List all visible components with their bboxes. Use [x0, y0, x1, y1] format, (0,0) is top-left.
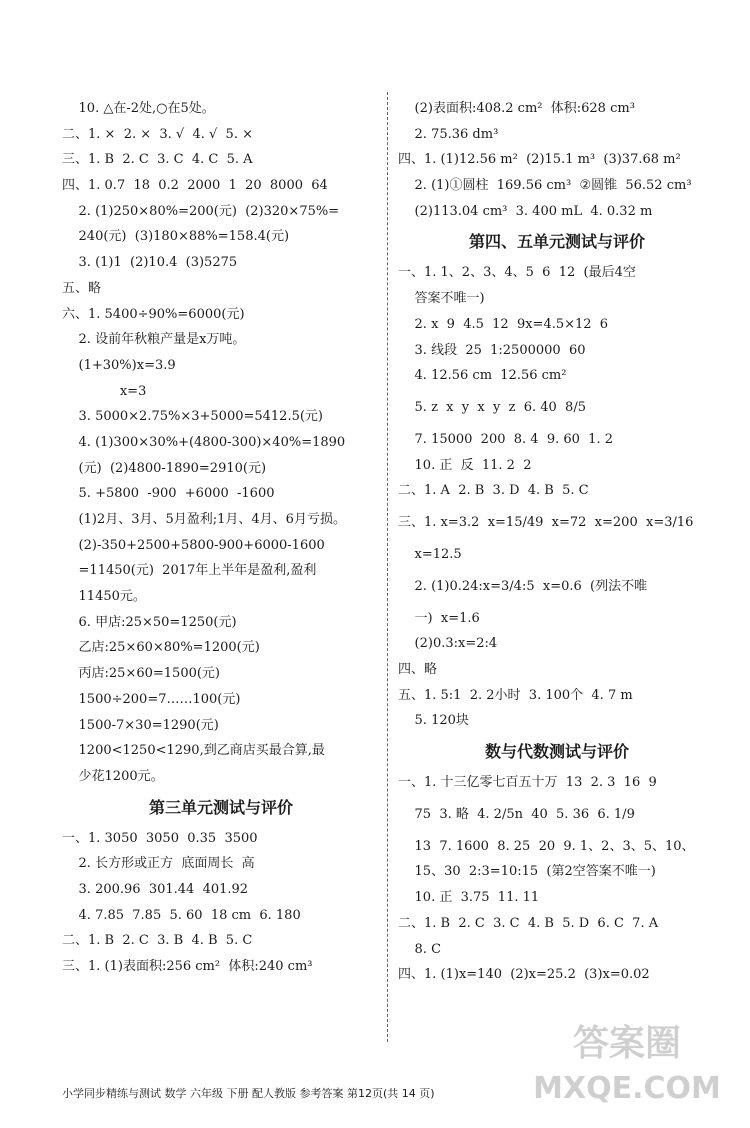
answer-line: 3. 200.96 301.44 401.92 [62, 881, 249, 897]
answer-line: 二、1. B 2. C 3. B 4. B 5. C [62, 933, 253, 949]
answer-line: 10. 正 反 11. 2 2 [398, 457, 532, 473]
answer-line: 4. (1)300×30%+(4800-300)×40%=1890 [62, 434, 346, 450]
answer-line: (1)2月、3月、5月盈利;1月、4月、6月亏损。 [62, 512, 346, 527]
answer-line: 1500-7×30=1290(元) [62, 717, 219, 733]
answer-line: 四、1. (1)12.56 m² (2)15.1 m³ (3)37.68 m² [398, 152, 681, 168]
answer-line: 四、1. (1)x=140 (2)x=25.2 (3)x=0.02 [398, 967, 650, 983]
answer-line: 10. △在-2处,○在5处。 [62, 101, 215, 116]
answer-line: (元) (2)4800-1890=2910(元) [62, 460, 267, 476]
answer-line: 4. 7.85 7.85 5. 60 18 cm 6. 180 [62, 907, 301, 923]
answer-line: =11450(元) 2017年上半年是盈利,盈利 [62, 563, 317, 579]
answer-line: 一、1. 十三亿零七百五十万 13 2. 3 16 9 [398, 775, 657, 791]
answer-line: 四、1. 0.7 18 0.2 2000 1 20 8000 64 [62, 178, 328, 194]
watermark-url: MXQE.COM [533, 1071, 721, 1106]
answer-line: 13 7. 1600 8. 25 20 9. 1、2、3、5、10、 [398, 838, 695, 854]
column-divider [387, 92, 388, 1042]
answer-line: 四、略 [398, 662, 438, 677]
answer-line: 5. z x y x y z 6. 40 8/5 [398, 399, 586, 415]
watermark-title: 答案圈 [572, 1023, 682, 1064]
answer-line: (2)113.04 cm³ 3. 400 mL 4. 0.32 m [398, 203, 653, 219]
answer-line: 2. 长方形或正方 底面周长 高 [62, 856, 255, 872]
answer-line: 丙店:25×60=1500(元) [62, 666, 221, 682]
answer-line: 2. 设前年秋粮产量是x万吨。 [62, 332, 246, 348]
answer-line: 答案不唯一) [398, 291, 485, 307]
section-title: 第四、五单元测试与评价 [468, 232, 645, 252]
answer-line: 1500÷200=7……100(元) [62, 691, 241, 707]
section-title: 第三单元测试与评价 [148, 797, 293, 817]
answer-line: 2. (1)①圆柱 169.56 cm³ ②圆锥 56.52 cm³ [398, 178, 692, 194]
answer-line: (2)-350+2500+5800-900+6000-1600 [62, 537, 325, 553]
answer-line: 2. (1)250×80%=200(元) (2)320×75%= [62, 203, 340, 219]
answer-line: x=12.5 [398, 546, 462, 562]
answer-line: 三、1. B 2. C 3. C 4. C 5. A [62, 152, 253, 168]
answer-line: 15、30 2:3=10:15 (第2空答案不唯一) [398, 864, 656, 880]
answer-line: 二、1. × 2. × 3. √ 4. √ 5. × [62, 126, 253, 142]
answer-line: 2. 75.36 dm³ [398, 126, 499, 142]
answer-line: 五、1. 5:1 2. 2小时 3. 100个 4. 7 m [398, 687, 633, 703]
answer-line: 2. (1)0.24:x=3/4:5 x=0.6 (列法不唯 [398, 578, 648, 594]
answer-line: 240(元) (3)180×88%=158.4(元) [62, 229, 290, 245]
answer-line: 3. 线段 25 1:2500000 60 [398, 342, 586, 358]
answer-line: 六、1. 5400÷90%=6000(元) [62, 306, 245, 322]
answer-line: 5. +5800 -900 +6000 -1600 [62, 486, 275, 502]
answer-line: 二、1. B 2. C 3. C 4. B 5. D 6. C 7. A [398, 915, 659, 931]
answer-line: 8. C [398, 941, 442, 957]
answer-line: 2. x 9 4.5 12 9x=4.5×12 6 [398, 316, 609, 332]
answer-line: 1200<1250<1290,到乙商店买最合算,最 [62, 743, 325, 759]
answer-line: 10. 正 3.75 11. 11 [398, 890, 540, 906]
answer-line: 二、1. A 2. B 3. D 4. B 5. C [398, 483, 589, 499]
answer-line: x=3 [62, 383, 147, 399]
answer-line: 6. 甲店:25×50=1250(元) [62, 614, 237, 630]
answer-line: 5. 120块 [398, 713, 469, 729]
right-answer-column [398, 96, 716, 988]
answer-line: 一、1. 3050 3050 0.35 3500 [62, 830, 258, 846]
answer-line: 3. 5000×2.75%×3+5000=5412.5(元) [62, 409, 324, 425]
answer-line: 三、1. (1)表面积:256 cm² 体积:240 cm³ [62, 959, 313, 974]
answer-line: 75 3. 略 4. 2/5n 40 5. 36 6. 1/9 [398, 806, 635, 822]
answer-line: (2)0.3:x=2:4 [398, 636, 498, 652]
left-answer-column [62, 96, 380, 980]
answer-line: (1+30%)x=3.9 [62, 357, 176, 373]
answer-line: 一、1. 1、2、3、4、5 6 12 (最后4空 [398, 265, 636, 281]
answer-line: 乙店:25×60×80%=1200(元) [62, 640, 260, 656]
answer-line: 五、略 [62, 280, 102, 296]
watermark-logo [532, 1010, 722, 1110]
section-title: 数与代数测试与评价 [484, 742, 629, 762]
answer-line: 少花1200元。 [62, 768, 164, 784]
answer-line: 三、1. x=3.2 x=15/49 x=72 x=200 x=3/16 [398, 514, 694, 530]
answer-line: 4. 12.56 cm 12.56 cm² [398, 368, 567, 384]
answer-line: (2)表面积:408.2 cm² 体积:628 cm³ [398, 101, 635, 116]
answer-line: 3. (1)1 (2)10.4 (3)5275 [62, 255, 238, 271]
answer-line: 一) x=1.6 [398, 610, 480, 626]
page-footer: 小学同步精练与测试 数学 六年级 下册 配人教版 参考答案 第12页(共 14 页) [62, 1087, 435, 1100]
answer-line: 11450元。 [62, 589, 146, 605]
answer-line: 7. 15000 200 8. 4 9. 60 1. 2 [398, 431, 613, 447]
